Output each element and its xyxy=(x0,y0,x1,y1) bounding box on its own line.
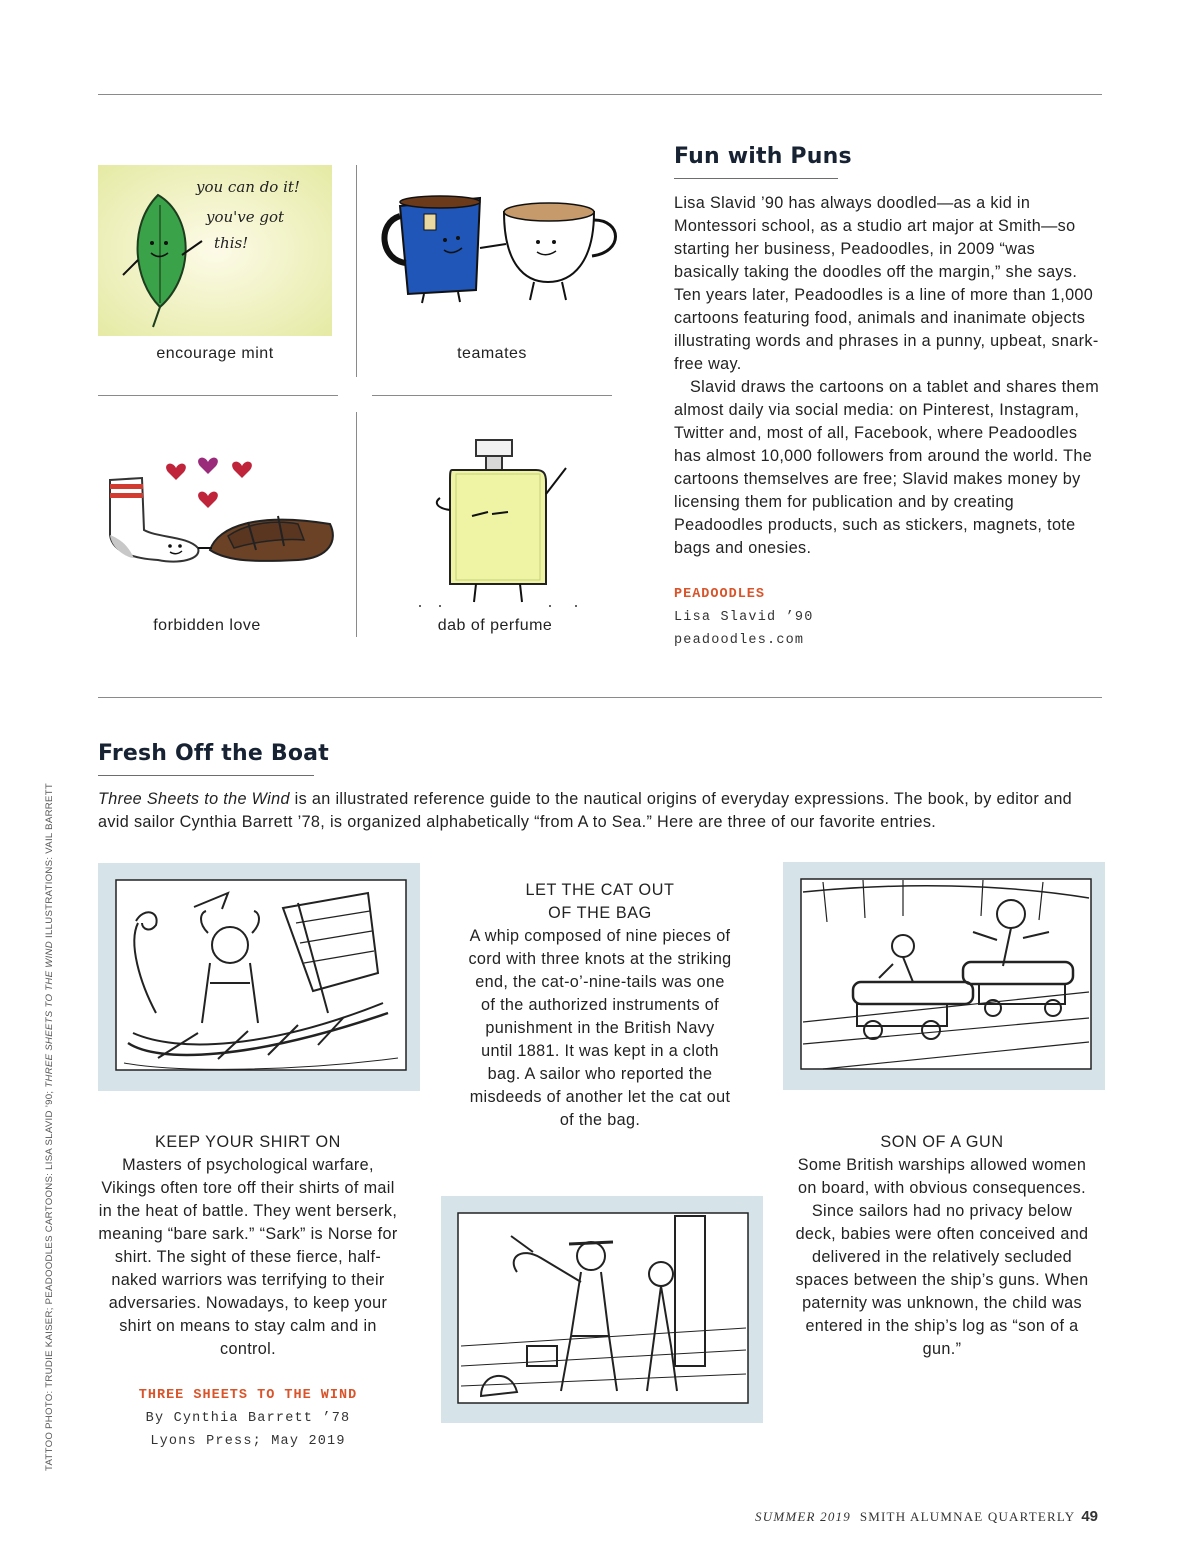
top-rule xyxy=(98,94,1102,95)
heart-icon xyxy=(198,458,218,474)
grid-divider-vertical-bottom xyxy=(356,412,357,637)
boat-intro-text: is an illustrated reference guide to the nautical origins of everyday expressions. The book, by editor and avid sailor Cynthia Barrett ’78, is organized alphabetically “from A to Sea.” Here are three of our favorite entries. xyxy=(98,790,1073,831)
puns-heading: Fun with Puns xyxy=(674,144,852,169)
cat-illustration xyxy=(441,1196,763,1423)
section-rule xyxy=(98,697,1102,698)
footer-season: SUMMER 2019 xyxy=(755,1509,851,1524)
sailor-cat-icon xyxy=(441,1196,763,1423)
puns-credit-url: peadoodles.com xyxy=(674,633,805,648)
entry-3-text: Some British warships allowed women on board, with obvious consequences. Since sailors had no privacy below deck, babies were often conceived and delivered in the relatively secluded spaces between the ship’s guns. When paternity was unknown, the child was entered in the ship’s log as “son of a gun.” xyxy=(795,1156,1089,1358)
sandal-icon xyxy=(198,516,333,561)
puns-paragraph-2: Slavid draws the cartoons on a tablet and shares them almost daily via social media: on Pinterest, Instagram, Twitter and, most of all, Facebook, where Peadoodles has almost 10,000 followers from around the world. The cartoons themselves are free; Slavid makes money by licensing them for publication and by creating Peadoodles products, such as stickers, magnets, tote bags and onesies. xyxy=(674,378,1100,557)
grid-divider-horizontal-left xyxy=(98,395,338,396)
tea-cartoon xyxy=(372,178,632,308)
mint-speech-line-3: this! xyxy=(214,234,249,252)
entry-keep-your-shirt-on xyxy=(98,1131,398,1453)
puns-credit-author: Lisa Slavid ’90 xyxy=(674,610,814,625)
perfume-bottle-icon xyxy=(400,438,600,610)
cannon-illustration xyxy=(783,862,1105,1090)
photo-credit-suffix: ILLUSTRATIONS: VAIL BARRETT xyxy=(44,782,55,941)
puns-article xyxy=(674,192,1102,652)
viking-illustration xyxy=(98,863,420,1091)
photo-credit xyxy=(44,782,55,1471)
entry-son-of-a-gun xyxy=(792,1131,1092,1361)
boat-intro-book-title: Three Sheets to the Wind xyxy=(98,790,290,808)
viking-ship-icon xyxy=(98,863,420,1091)
boat-heading: Fresh Off the Boat xyxy=(98,741,329,766)
photo-credit-book: THREE SHEETS TO THE WIND xyxy=(44,940,55,1088)
page-number: 49 xyxy=(1081,1508,1098,1525)
sock-icon xyxy=(110,478,198,562)
perfume-caption: dab of perfume xyxy=(437,617,553,634)
heart-icon xyxy=(198,492,218,508)
entry-1-title: KEEP YOUR SHIRT ON xyxy=(155,1133,341,1151)
entry-3-title: SON OF A GUN xyxy=(880,1133,1004,1151)
puns-heading-underline xyxy=(674,178,838,179)
puns-credit-title: PEADOODLES xyxy=(674,587,766,602)
entry-2-title-line-1: LET THE CAT OUT xyxy=(525,881,675,899)
footer-magazine: SMITH ALUMNAE QUARTERLY xyxy=(859,1509,1076,1524)
puns-paragraph-1: Lisa Slavid ’90 has always doodled—as a kid in Montessori school, as a studio art major at Smith—so starting her business, Peadoodles, in 2009 “was basically taking the doodles off the margin,” she says. Ten years later, Peadoodles is a line of more than 1,000 cartoons featuring food, animals and inanimate objects illustrating words and phrases in a punny, upbeat, snark-free way. xyxy=(674,194,1099,373)
grid-divider-horizontal-right xyxy=(372,395,612,396)
sock-caption: forbidden love xyxy=(153,617,261,634)
heart-icon xyxy=(166,464,186,480)
heart-icon xyxy=(232,462,252,478)
sock-sandal-cartoon xyxy=(98,450,338,580)
boat-intro xyxy=(98,788,1102,834)
book-credit-title: THREE SHEETS TO THE WIND xyxy=(138,1388,358,1403)
photo-credit-prefix: TATTOO PHOTO: TRUDIE KAISER; PEADOODLES CARTOONS: LISA SLAVID ’90; xyxy=(44,1087,55,1471)
grid-divider-vertical-top xyxy=(356,165,357,377)
teacup-icon xyxy=(372,178,632,308)
boat-heading-underline xyxy=(98,775,314,776)
mint-cartoon xyxy=(98,165,332,336)
page-footer xyxy=(755,1508,1098,1525)
mint-speech-line-2: you've got xyxy=(206,208,285,226)
entry-let-the-cat-out xyxy=(468,879,732,1132)
book-credit-author: By Cynthia Barrett ’78 xyxy=(145,1411,351,1426)
cannon-icon xyxy=(783,862,1105,1090)
entry-1-text: Masters of psychological warfare, Vikings often tore off their shirts of mail in the heat of battle. They went berserk, meaning “bare sark.” “Sark” is Norse for shirt. The sight of these fierce, half-naked warriors was terrifying to their adversaries. Nowadays, to keep your shirt on means to stay calm and in control. xyxy=(98,1156,398,1358)
mint-leaf-icon xyxy=(98,165,332,336)
entry-2-title-line-2: OF THE BAG xyxy=(548,904,652,922)
mint-caption: encourage mint xyxy=(156,345,274,362)
tea-caption: teamates xyxy=(457,345,527,362)
entry-2-text: A whip composed of nine pieces of cord with three knots at the striking end, the cat-o’-nine-tails was one of the authorized instruments of punishment in the British Navy until 1881. It was kept in a cloth bag. A sailor who reported the misdeeds of another let the cat out of the bag. xyxy=(468,927,732,1129)
mint-speech-line-1: you can do it! xyxy=(196,178,300,196)
book-credit-publisher: Lyons Press; May 2019 xyxy=(150,1434,346,1449)
perfume-cartoon xyxy=(400,438,600,610)
